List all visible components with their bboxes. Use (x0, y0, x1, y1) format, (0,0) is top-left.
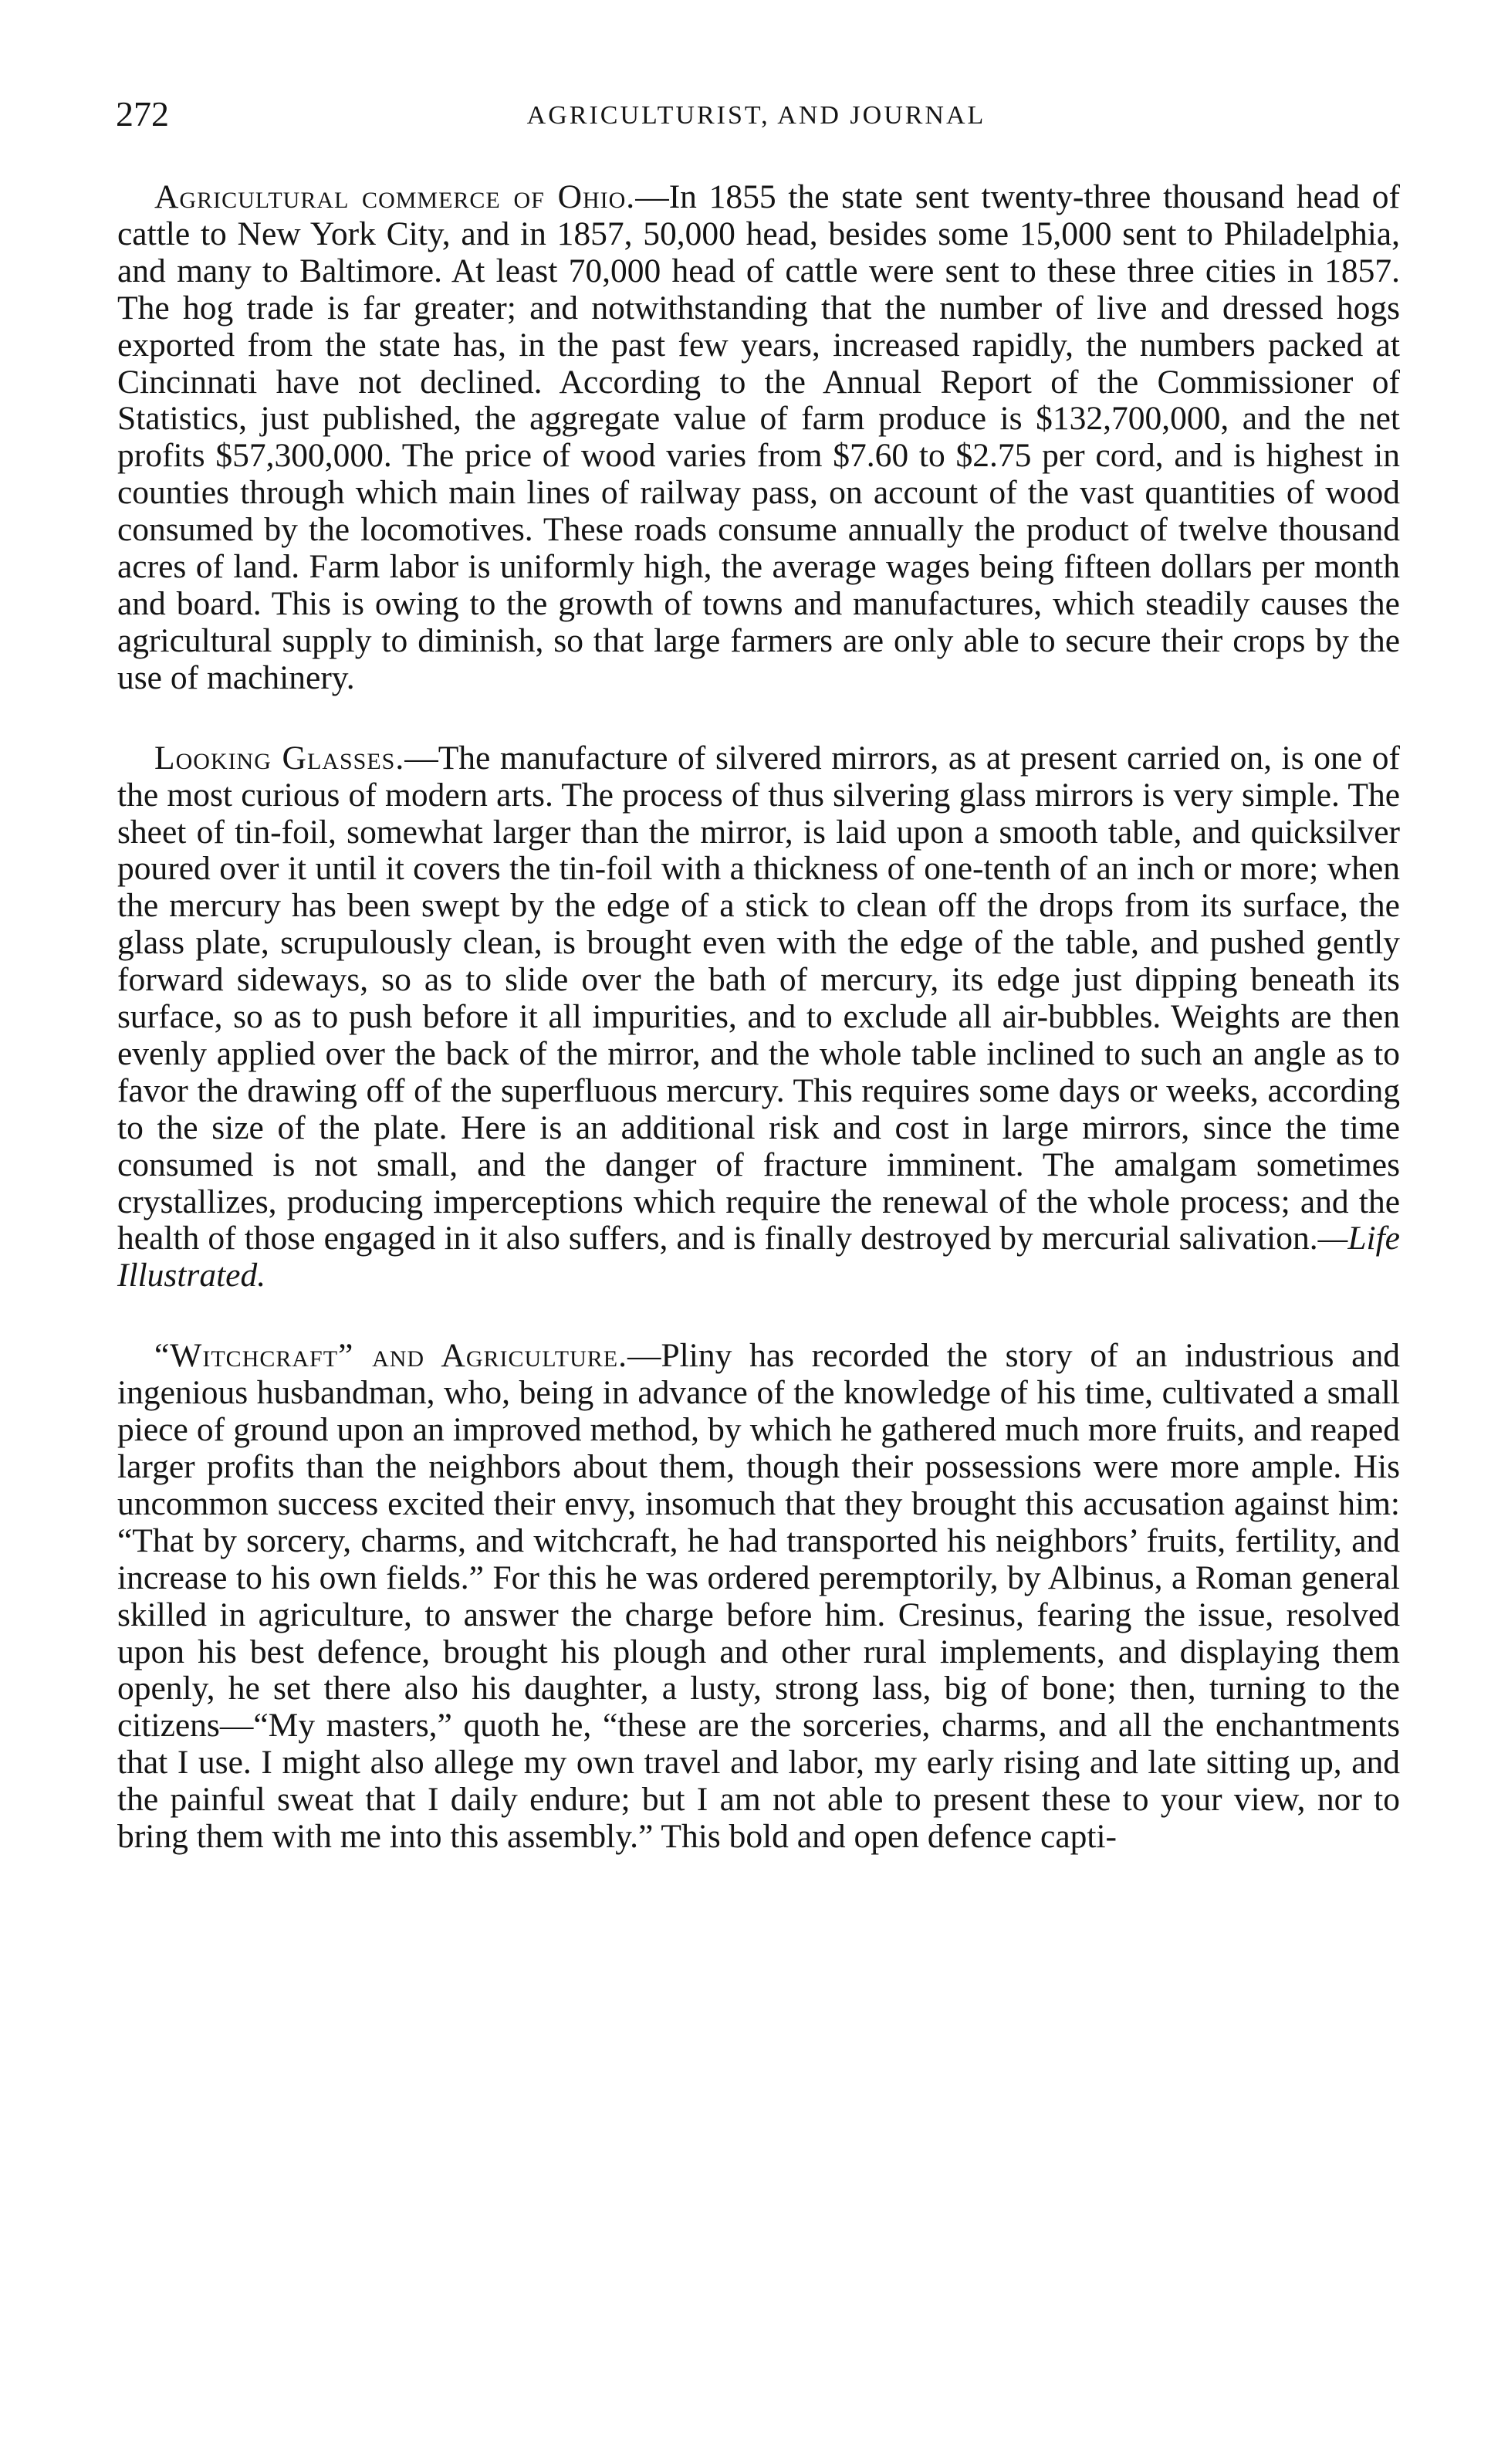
page-header (116, 91, 1397, 137)
article-headline: “Witchcraft” and Agriculture. (154, 1337, 627, 1375)
page-number: 272 (116, 94, 169, 134)
article-citation: —Life Illustrated. (117, 1220, 1400, 1295)
running-title: AGRICULTURIST, AND JOURNAL (526, 101, 986, 130)
article-body: —In 1855 the state sent twenty-three thousand head of cattle to New York City, and in 1857, 50,000 head, besides some 15,000 sent to Philadelphia, and many to Baltimore. At least 70,000 head of cattle were sent to these three cities in 1857. The hog trade is far greater; and notwithstanding that the number of live and dressed hogs exported from the state has, in the past few years, increased rapidly, the numbers packed at Cincinnati have not declined. According to the Annual Report of the Commissioner of Statistics, just published, the aggregate value of farm produce is $132,700,000, and the net profits $57,300,000. The price of wood varies from $7.60 to $2.75 per cord, and is highest in counties through which main lines of railway pass, on account of the vast quantities of wood consumed by the locomotives. These roads consume annually the product of twelve thousand acres of land. Farm labor is uniformly high, the average wages being fifteen dollars per month and board. This is owing to the growth of towns and manufactures, which steadily causes the agricultural supply to diminish, so that large farmers are only able to secure their crops by the use of machinery. (117, 178, 1400, 696)
article-headline: Looking Glasses. (154, 739, 405, 777)
article-body: —Pliny has recorded the story of an industrious and ingenious husbandman, who, being in advance of the knowledge of his time, cultivated a small piece of ground upon an improved method, by which he gathered much more fruits, and reaped larger profits than the neighbors about them, though their possessions were more ample. His uncommon success excited their envy, insomuch that they brought this accusation against him: “That by sorcery, charms, and witchcraft, he had transported his neighbors’ fruits, fertility, and increase to his own fields.” For this he was ordered peremptorily, by Albinus, a Roman general skilled in agriculture, to answer the charge before him. Cresinus, fearing the issue, resolved upon his best defence, brought his plough and other rural implements, and displaying them openly, he set there also his daughter, a lusty, strong lass, big of bone; then, turning to the citizens—“My masters,” quoth he, “these are the sorceries, charms, and all the enchantments that I use. I might also allege my own travel and labor, my early rising and late sitting up, and the painful sweat that I daily endure; but I am not able to present these to your view, nor to bring them with me into this assembly.” This bold and open defence capti- (117, 1337, 1400, 1856)
article-headline: Agricultural commerce of Ohio. (154, 178, 636, 215)
article-witchcraft-agriculture (117, 1338, 1400, 1856)
article-looking-glasses (117, 740, 1400, 1295)
article-ohio-commerce (117, 179, 1400, 697)
page-body (117, 179, 1400, 1856)
article-body: —The manufacture of silvered mirrors, as at present carried on, is one of the most curious of modern arts. The process of thus silvering glass mirrors is very simple. The sheet of tin-foil, somewhat larger than the mirror, is laid upon a smooth table, and quicksilver poured over it until it covers the tin-foil with a thickness of one-tenth of an inch or more; when the mercury has been swept by the edge of a stick to clean off the drops from its surface, the glass plate, scrupulously clean, is brought even with the edge of the table, and pushed gently forward sideways, so as to slide over the bath of mercury, its edge just dipping beneath its surface, so as to push before it all impurities, and to exclude all air-bubbles. Weights are then evenly applied over the back of the mirror, and the whole table inclined to such an angle as to favor the drawing off of the superfluous mercury. This requires some days or weeks, according to the size of the plate. Here is an additional risk and cost in large mirrors, since the time consumed is not small, and the danger of fracture imminent. The amalgam sometimes crystallizes, producing imperceptions which require the renewal of the whole process; and the health of those engaged in it also suffers, and is finally destroyed by mercurial salivation. (117, 739, 1400, 1257)
